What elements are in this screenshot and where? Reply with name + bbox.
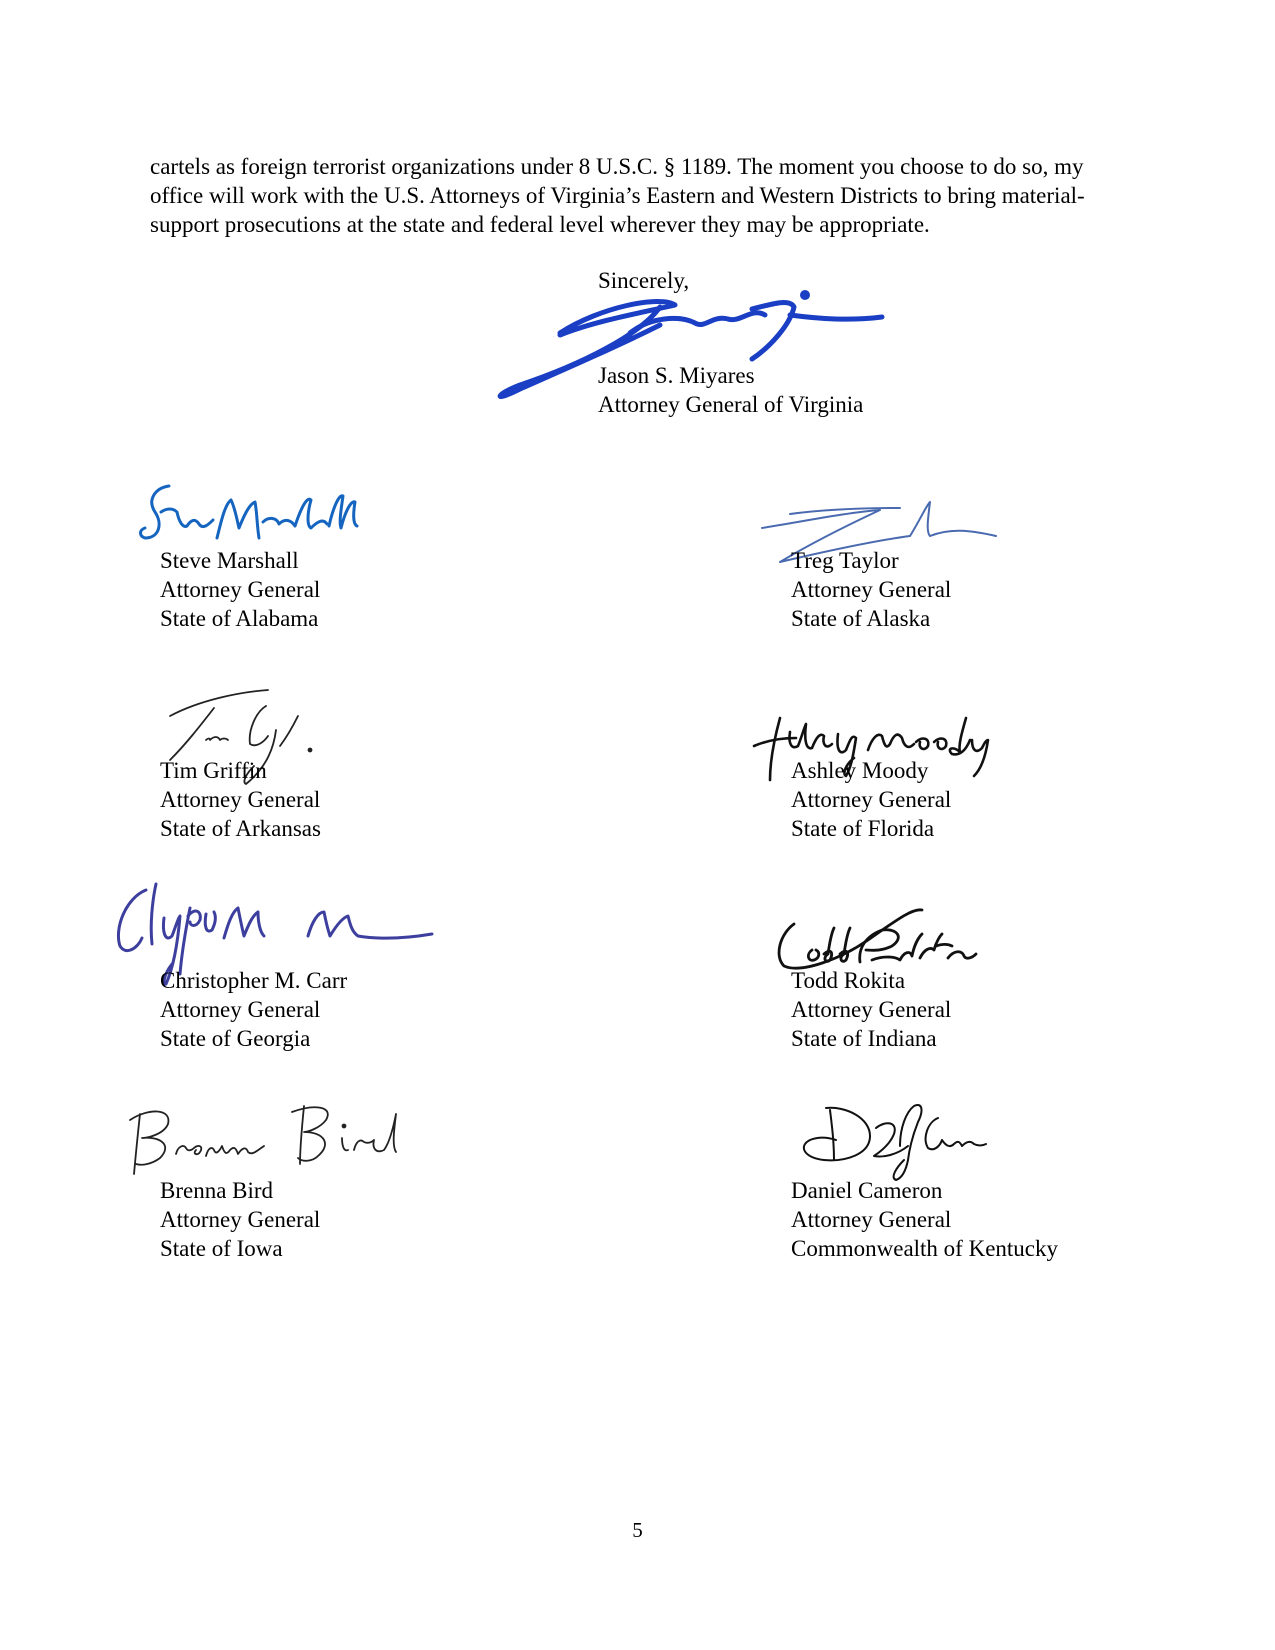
- signer-name: Jason S. Miyares: [598, 363, 755, 388]
- closing: Sincerely,: [598, 268, 690, 293]
- signer-block-brenna-bird: [160, 1176, 320, 1263]
- signer-name: Tim Griffin: [160, 758, 267, 783]
- signer-block-steve-marshall: [160, 546, 320, 633]
- signer-block-christopher-carr: [160, 966, 347, 1053]
- signer-name: Christopher M. Carr: [160, 968, 348, 993]
- body-paragraph: cartels as foreign terrorist organizations under 8 U.S.C. § 1189. The moment you choose to do so, my office will work with the U.S. Attorneys of Virginia’s Eastern and Western Districts to bring material-support prosecutions at the state and federal level wherever they may be appropriate.: [150, 154, 1085, 237]
- signer-name: Steve Marshall: [160, 548, 299, 573]
- signer-title: Attorney General of Virginia: [598, 392, 864, 417]
- signer-title: Attorney General: [160, 997, 321, 1022]
- signer-block-todd-rokita: [791, 966, 951, 1053]
- signer-state: Commonwealth of Kentucky: [791, 1236, 1059, 1261]
- signature-daniel-cameron: [790, 1098, 1000, 1188]
- signer-block-tim-griffin: [160, 756, 321, 843]
- signer-state: State of Alaska: [791, 606, 931, 631]
- signer-name: Treg Taylor: [791, 548, 899, 573]
- signer-title: Attorney General: [160, 1207, 321, 1232]
- signer-name: Daniel Cameron: [791, 1178, 943, 1203]
- signer-state: State of Georgia: [160, 1026, 311, 1051]
- signer-title: Attorney General: [791, 787, 952, 812]
- signer-title: Attorney General: [160, 787, 321, 812]
- signer-state: State of Indiana: [791, 1026, 937, 1051]
- signer-state: State of Arkansas: [160, 816, 321, 841]
- signer-title: Attorney General: [791, 577, 952, 602]
- signer-block-ashley-moody: [791, 756, 951, 843]
- page-number: 5: [632, 1518, 643, 1542]
- signer-title: Attorney General: [160, 577, 321, 602]
- signer-name: Todd Rokita: [791, 968, 906, 993]
- signer-block-daniel-cameron: [791, 1176, 1058, 1263]
- signer-title: Attorney General: [791, 1207, 952, 1232]
- signature-brenna-bird: [128, 1100, 428, 1180]
- signer-name: Ashley Moody: [791, 758, 929, 783]
- primary-signer-block: [598, 361, 863, 419]
- signer-state: State of Alabama: [160, 606, 319, 631]
- signer-title: Attorney General: [791, 997, 952, 1022]
- signer-state: State of Florida: [791, 816, 935, 841]
- signer-name: Brenna Bird: [160, 1178, 274, 1203]
- signer-block-treg-taylor: [791, 546, 951, 633]
- signer-state: State of Iowa: [160, 1236, 283, 1261]
